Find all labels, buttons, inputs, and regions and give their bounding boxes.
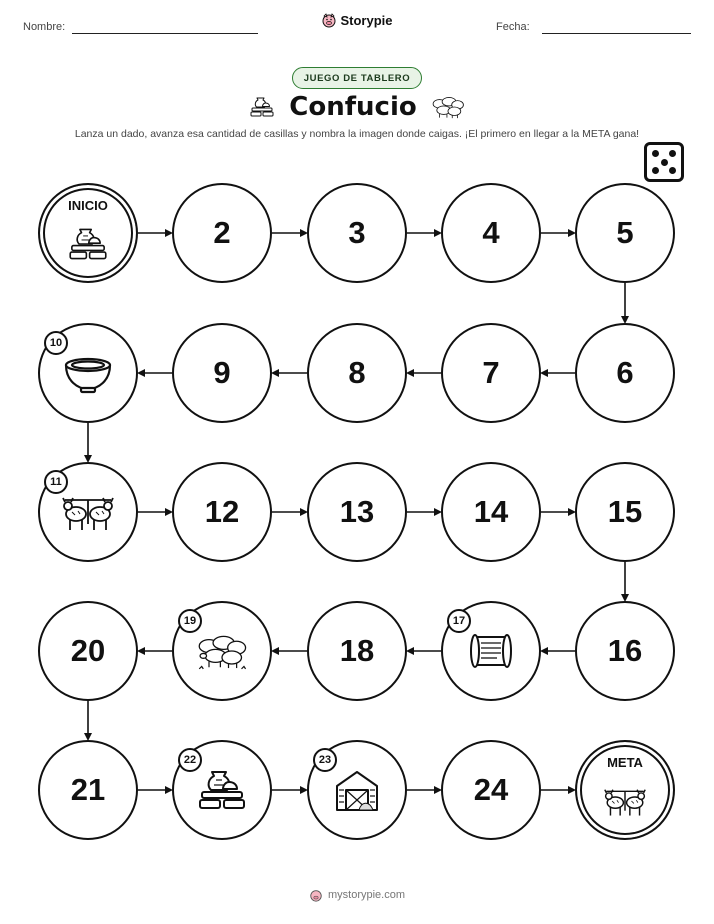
cell-number: 7 [482,355,500,390]
board-cell-start[interactable] [38,183,138,283]
board-cell-22[interactable] [172,740,272,840]
start-label: INICIO [68,198,108,213]
board-cell-15[interactable] [575,462,675,562]
date-label: Fecha: [496,21,530,33]
cell-number-badge: 22 [178,748,202,772]
cell-number: 16 [607,633,643,668]
scroll-icon [465,629,517,673]
bowl-icon [62,351,114,395]
board-cell-17[interactable] [441,601,541,701]
cell-number-badge: 10 [44,331,68,355]
board-cell-goal[interactable] [575,740,675,840]
name-label: Nombre: [23,21,66,33]
cell-number: 14 [473,494,509,529]
board-cell-5[interactable] [575,183,675,283]
cell-number-badge: 19 [178,609,202,633]
cell-number: 2 [213,215,231,250]
cell-number: 3 [348,215,366,250]
page-title: Confucio [289,92,417,122]
cell-number: 24 [473,772,509,807]
board-cell-7[interactable] [441,323,541,423]
cell-number: 5 [616,215,634,250]
board-cell-3[interactable] [307,183,407,283]
board-cell-21[interactable] [38,740,138,840]
cell-number: 18 [339,633,375,668]
board-cell-20[interactable] [38,601,138,701]
board-cell-24[interactable] [441,740,541,840]
cell-number: 9 [213,355,231,390]
board-cell-6[interactable] [575,323,675,423]
board-cell-23[interactable] [307,740,407,840]
cell-number: 4 [482,215,500,250]
cell-number: 13 [339,494,375,529]
cell-number-badge: 11 [44,470,68,494]
board-cell-10[interactable] [38,323,138,423]
board-cell-13[interactable] [307,462,407,562]
pig-logo-icon [309,888,323,902]
cell-number-badge: 17 [447,609,471,633]
board-cell-11[interactable] [38,462,138,562]
cell-number: 21 [70,772,106,807]
footer [0,888,714,902]
cell-number: 20 [70,633,106,668]
board-cell-8[interactable] [307,323,407,423]
board-cell-16[interactable] [575,601,675,701]
instructions: Lanza un dado, avanza esa cantidad de casillas y nombra la imagen donde caigas. ¡El primero en llegar a la META gana! [74,128,640,140]
goal-label: META [607,755,643,770]
board-cell-12[interactable] [172,462,272,562]
board-cell-18[interactable] [307,601,407,701]
cell-number: 15 [607,494,643,529]
footer-url[interactable]: mystorypie.com [327,889,406,901]
pottery-icon [196,768,248,812]
board-cell-2[interactable] [172,183,272,283]
pottery-icon [67,226,109,262]
oxen-icon [62,490,114,534]
cell-number: 6 [616,355,634,390]
brand-name: Storypie [340,12,393,28]
board-cell-4[interactable] [441,183,541,283]
cell-number: 12 [204,494,240,529]
game-type-badge: JUEGO DE TABLERO [292,67,422,89]
oxen-icon [604,783,646,819]
cell-number-badge: 23 [313,748,337,772]
board-cell-19[interactable] [172,601,272,701]
sheep-flock-icon [196,629,248,673]
board-cell-9[interactable] [172,323,272,423]
board-cell-14[interactable] [441,462,541,562]
cell-number: 8 [348,355,366,390]
barn-icon [331,768,383,812]
